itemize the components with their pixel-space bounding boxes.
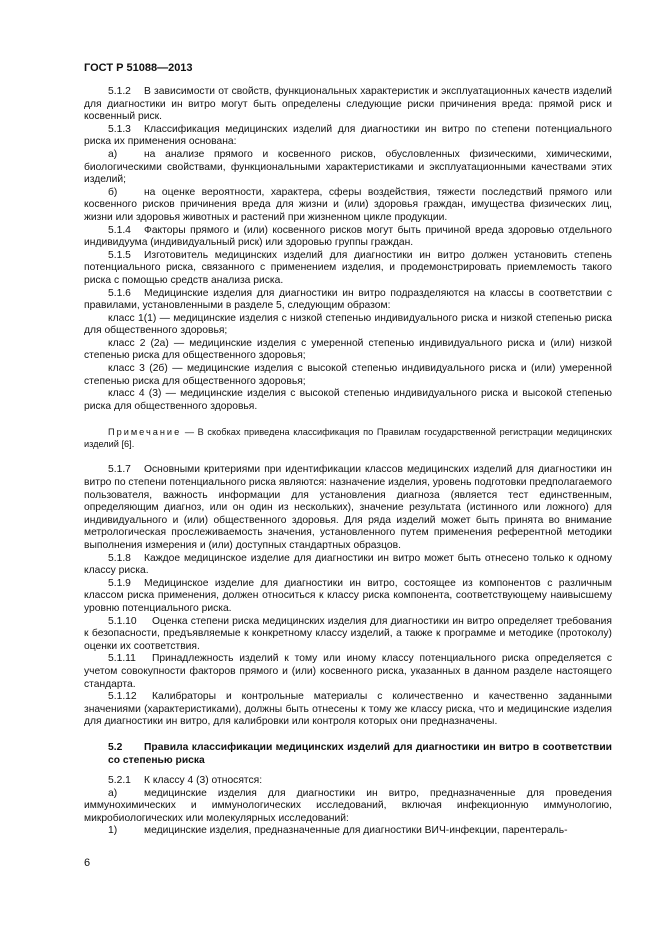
paragraph-number: 5.1.8 [108, 552, 131, 564]
paragraph-5-1-8 [84, 553, 612, 578]
list-item-text: медицинские изделия, предназначенные для диагностики ВИЧ-инфекции, парентераль- [144, 825, 568, 837]
paragraph-number: 5.1.7 [108, 464, 131, 476]
paragraph-5-1-5 [84, 250, 612, 288]
paragraph-text: Медицинское изделие для диагностики ин витро, состоящее из компонентов с различным классом риска применения, должен относиться к классу риска компонента, соответствующему наивысшему уровню потенциального риска. [84, 577, 612, 614]
list-marker: а) [108, 787, 118, 799]
page-number: 6 [84, 857, 91, 869]
list-item-text: медицинские изделия для диагностики ин витро, предназначенные для проведения иммунохимических и иммунологических исследований, включая инфекционную иммунологию, микробиологических или молекулярных исследований: [84, 787, 612, 824]
list-item-text: на анализе прямого и косвенного рисков, обусловленных физическими, химическими, биологическими свойствами, функциональными характеристиками и эксплуатационными качествами этих изделий; [84, 148, 612, 186]
paragraph-number: 5.1.3 [108, 123, 131, 135]
paragraph-5-1-2 [84, 86, 612, 124]
paragraph-number: 5.1.9 [108, 577, 131, 589]
paragraph-number: 5.1.5 [108, 249, 131, 261]
note-label: Примечание [108, 427, 182, 438]
paragraph-number: 5.1.12 [108, 691, 137, 703]
paragraph-5-1-9 [84, 578, 612, 616]
paragraph-5-1-7 [84, 464, 612, 552]
paragraph-5-1-3 [84, 124, 612, 149]
list-item-1 [84, 825, 612, 838]
paragraph-5-1-10 [84, 616, 612, 654]
paragraph-text: Классификация медицинских изделий для диагностики ин витро по степени потенциального риска их применения основана: [84, 123, 612, 148]
list-item-a [84, 149, 612, 187]
paragraph-5-1-4 [84, 225, 612, 250]
paragraph-number: 5.1.10 [108, 615, 137, 627]
section-title: Правила классификации медицинских изделий для диагностики ин витро в соответствии со степенью риска [108, 741, 612, 766]
list-marker: а) [108, 148, 118, 160]
paragraph-text: Оценка степени риска медицинских изделия для диагностики ин витро определяет требования к безопасности, предъявляемые к конкретному классу изделий, а также к программе и методике (протоколу) оценки их соответствия. [84, 615, 612, 652]
section-number: 5.2 [108, 741, 123, 753]
paragraph-number: 5.1.2 [108, 86, 131, 97]
paragraph-text: Основными критериями при идентификации классов медицинских изделий для диагностики ин витро по степени потенциального риска являются: назначение изделия, уровень подготовки предполагаемого пользователя, важность информации для установления диагноза (является тест единственным, определяющим диагноз, или он один из нескольких), значение результата (истинного или ложного) для индивидуального и (или) общественного здоровья. Для ряда изделий может быть принята во внимание метрологическая прослеживаемость значения, установленного путем применения референтной методики выполнения измерения и (или) доступных стандартных образцов. [84, 464, 612, 551]
note [84, 426, 612, 450]
paragraph-5-1-12 [84, 691, 612, 729]
note-text: — В скобках приведена классификация по Правилам государственной регистрации медицинских изделий [6]. [84, 427, 612, 450]
paragraph-text: Каждое медицинское изделие для диагностики ин витро может быть отнесено только к одному классу риска. [84, 552, 612, 577]
paragraph-text: Факторы прямого и (или) косвенного рисков могут быть причиной вреда здоровью отдельного индивидуума (индивидуальный риск) или здоровью группы граждан. [84, 224, 612, 249]
paragraph-text: Медицинские изделия для диагностики ин витро подразделяются на классы в соответствии с правилами, установленными в разделе 5, следующим образом: [84, 287, 612, 312]
paragraph-number: 5.1.6 [108, 287, 131, 299]
paragraph-text: Принадлежность изделий к тому или иному классу потенциального риска определяется с учетом совокупности факторов прямого и (или) косвенного риска, указанных в данном разделе настоящего стандарта. [84, 653, 612, 690]
list-marker: б) [108, 186, 118, 198]
paragraph-5-2-1 [84, 775, 612, 788]
list-item-a [84, 788, 612, 826]
paragraph-5-1-11 [84, 653, 612, 691]
class-item-2: класс 2 (2а) — медицинские изделия с умеренной степенью индивидуального риска и (или) низкой степенью риска для общественного здоровья; [84, 337, 612, 362]
paragraph-text: Изготовитель медицинских изделий для диагностики ин витро должен установить степень потенциального риска, связанного с применением изделия, и продемонстрировать приемлемость такого риска с помощью средств анализа риска. [84, 249, 612, 286]
paragraph-5-1-6 [84, 288, 612, 313]
paragraph-text: В зависимости от свойств, функциональных характеристик и эксплуатационных качеств изделий для диагностики ин витро могут быть определены следующие риски причинения вреда: прямой риск и косвенный риск. [84, 86, 612, 123]
list-marker: 1) [108, 825, 118, 837]
list-item-b [84, 187, 612, 225]
section-heading [84, 742, 612, 767]
paragraph-text: Калибраторы и контрольные материалы с количественно и качественно заданными значениями (характеристиками), должны быть отнесены к тому же классу риска, что и медицинские изделия для диагностики ин витро, для калибровки или контроля которых они предназначены. [84, 691, 612, 728]
class-item-1: класс 1(1) — медицинские изделия с низкой степенью индивидуального риска и низкой степенью риска для общественного здоровья; [84, 312, 612, 337]
class-item-3: класс 3 (2б) — медицинские изделия с высокой степенью индивидуального риска и (или) умеренной степенью риска для общественного здоровья; [84, 363, 612, 387]
document-header: ГОСТ Р 51088—2013 [84, 62, 193, 74]
list-item-text: на оценке вероятности, характера, сферы воздействия, тяжести последствий прямого или косвенного рисков причинения вреда для жизни и (или) здоровья граждан, имущества физических лиц, жизни или здоровья животных и растений при жизненном цикле продукции. [84, 186, 612, 223]
paragraph-number: 5.2.1 [108, 775, 131, 787]
paragraph-number: 5.1.4 [108, 224, 131, 236]
document-body [84, 86, 612, 838]
paragraph-text: К классу 4 (3) относятся: [144, 775, 263, 787]
paragraph-number: 5.1.11 [108, 653, 136, 665]
class-item-4: класс 4 (3) — медицинские изделия с высокой степенью индивидуального риска и высокой степенью риска для общественного здоровья. [84, 388, 612, 412]
